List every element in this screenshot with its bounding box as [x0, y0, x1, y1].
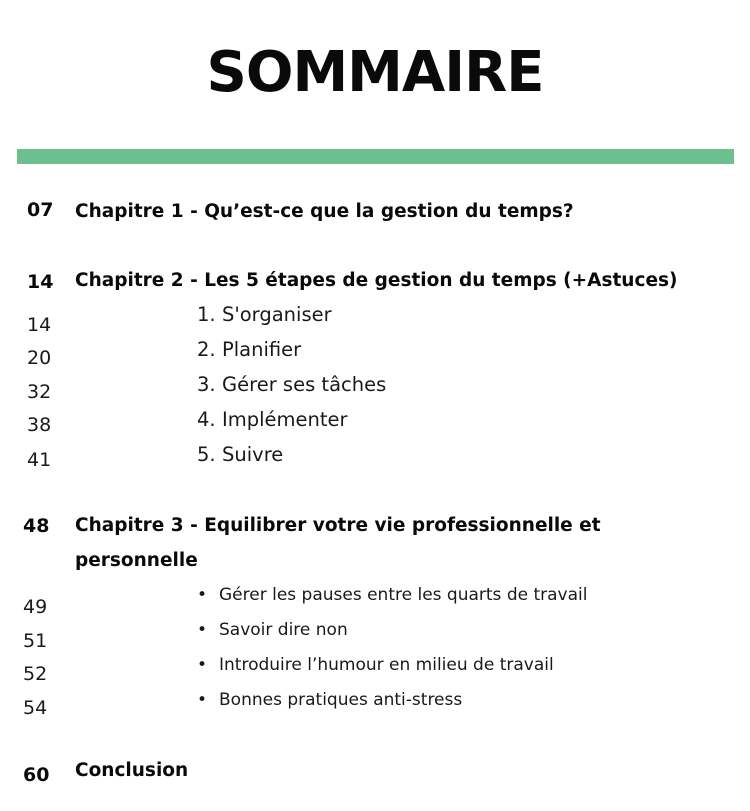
list-number: 4. — [197, 408, 216, 431]
list-item-label: Planifier — [222, 338, 302, 361]
list-number: 1. — [197, 303, 216, 326]
chapter-3-title-line1: Chapitre 3 - Equilibrer votre vie professionnelle et — [75, 515, 601, 536]
chapter-2-title: Chapitre 2 - Les 5 étapes de gestion du temps (+Astuces) — [75, 270, 678, 291]
conclusion-title: Conclusion — [75, 760, 189, 781]
list-item — [197, 443, 283, 467]
conclusion-page: 60 — [23, 764, 50, 786]
section-page: 51 — [23, 630, 48, 652]
chapter-3-page: 48 — [23, 515, 50, 537]
list-number: 5. — [197, 443, 216, 466]
list-item-label: Introduire l’humour en milieu de travail — [219, 655, 554, 675]
list-item-label: Suivre — [222, 443, 284, 466]
list-item — [197, 408, 348, 432]
list-number: 3. — [197, 373, 216, 396]
bullet-glyph: • — [197, 585, 208, 605]
bullet-glyph: • — [197, 655, 208, 675]
section-page: 14 — [27, 314, 52, 336]
chapter-1-page: 07 — [27, 199, 54, 221]
list-item-label: Gérer ses tâches — [222, 373, 387, 396]
chapter-1-title: Chapitre 1 - Qu’est-ce que la gestion du temps? — [75, 201, 574, 222]
list-item-label: Bonnes pratiques anti-stress — [219, 690, 463, 710]
list-item — [197, 583, 587, 607]
list-item-label: S'organiser — [222, 303, 332, 326]
section-page: 49 — [23, 596, 48, 618]
list-item — [197, 653, 554, 677]
list-item — [197, 618, 348, 642]
chapter-3-title-line2: personnelle — [75, 550, 198, 571]
section-page: 41 — [27, 449, 52, 471]
list-item — [197, 688, 462, 712]
list-item — [197, 338, 301, 362]
list-item-label: Savoir dire non — [219, 620, 348, 640]
section-page: 52 — [23, 663, 48, 685]
section-page: 38 — [27, 414, 52, 436]
section-page: 54 — [23, 697, 48, 719]
bullet-glyph: • — [197, 620, 208, 640]
page-title: SOMMAIRE — [206, 40, 544, 105]
bullet-glyph: • — [197, 690, 208, 710]
accent-divider — [17, 149, 734, 164]
section-page: 32 — [27, 381, 52, 403]
section-page: 20 — [27, 347, 52, 369]
list-item-label: Gérer les pauses entre les quarts de travail — [219, 585, 588, 605]
list-number: 2. — [197, 338, 216, 361]
list-item — [197, 303, 332, 327]
list-item-label: Implémenter — [222, 408, 348, 431]
chapter-2-page: 14 — [27, 271, 54, 293]
list-item — [197, 373, 386, 397]
